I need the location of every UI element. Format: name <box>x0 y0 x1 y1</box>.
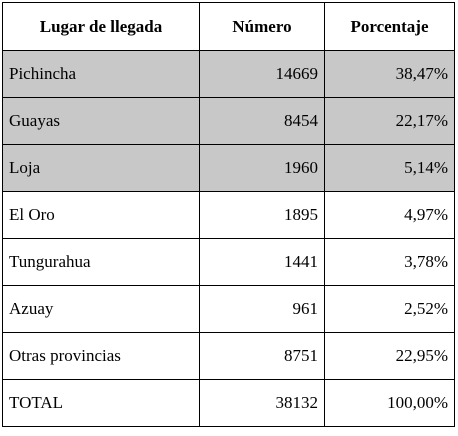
header-lugar: Lugar de llegada <box>3 3 200 51</box>
cell-porcentaje: 4,97% <box>325 192 455 239</box>
table-row <box>3 192 455 239</box>
cell-porcentaje: 3,78% <box>325 239 455 286</box>
header-row <box>3 3 455 51</box>
cell-porcentaje: 2,52% <box>325 286 455 333</box>
table-row <box>3 145 455 192</box>
cell-lugar: El Oro <box>3 192 200 239</box>
cell-lugar: Otras provincias <box>3 333 200 380</box>
table-body <box>3 51 455 427</box>
cell-porcentaje: 22,17% <box>325 98 455 145</box>
cell-lugar: Loja <box>3 145 200 192</box>
header-porcentaje: Porcentaje <box>325 3 455 51</box>
table-header <box>3 3 455 51</box>
cell-lugar: Tungurahua <box>3 239 200 286</box>
table-row <box>3 98 455 145</box>
table-row <box>3 51 455 98</box>
cell-numero: 38132 <box>200 380 325 427</box>
cell-numero: 8751 <box>200 333 325 380</box>
total-row <box>3 380 455 427</box>
cell-lugar: TOTAL <box>3 380 200 427</box>
cell-numero: 8454 <box>200 98 325 145</box>
cell-porcentaje: 22,95% <box>325 333 455 380</box>
cell-porcentaje: 38,47% <box>325 51 455 98</box>
cell-numero: 961 <box>200 286 325 333</box>
data-table <box>2 2 455 427</box>
table-row <box>3 286 455 333</box>
cell-numero: 1895 <box>200 192 325 239</box>
cell-porcentaje: 5,14% <box>325 145 455 192</box>
table-row <box>3 239 455 286</box>
cell-numero: 1960 <box>200 145 325 192</box>
cell-numero: 14669 <box>200 51 325 98</box>
cell-lugar: Guayas <box>3 98 200 145</box>
table-row <box>3 333 455 380</box>
cell-porcentaje: 100,00% <box>325 380 455 427</box>
cell-lugar: Azuay <box>3 286 200 333</box>
cell-lugar: Pichincha <box>3 51 200 98</box>
header-numero: Número <box>200 3 325 51</box>
cell-numero: 1441 <box>200 239 325 286</box>
